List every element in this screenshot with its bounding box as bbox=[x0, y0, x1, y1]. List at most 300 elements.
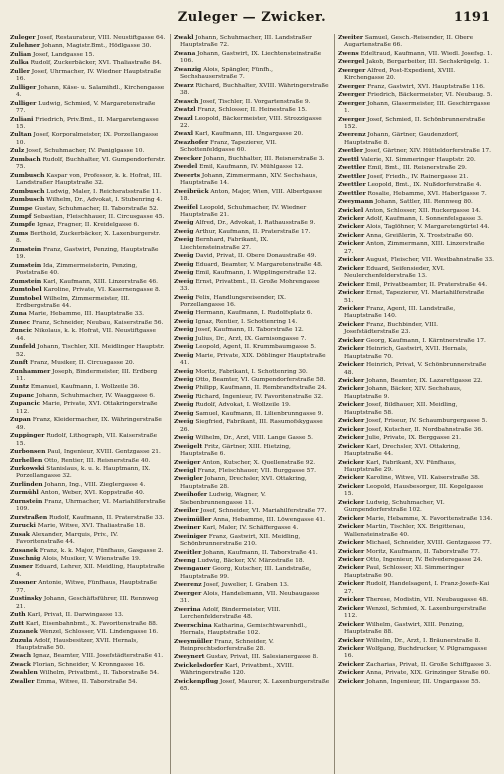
entry-details: Josef, Schneider, VI. Mariahilferstraße 77. bbox=[200, 508, 327, 515]
directory-entry bbox=[174, 106, 330, 114]
entry-surname: Zweiger bbox=[174, 458, 201, 466]
directory-entry bbox=[338, 305, 494, 321]
directory-entry bbox=[174, 581, 330, 589]
directory-entry bbox=[10, 481, 166, 489]
entry-surname: Zweig bbox=[174, 227, 194, 235]
entry-details: Julius, Dr., Arzt, IX. Garnisongasse 7. bbox=[195, 335, 307, 342]
directory-entry bbox=[10, 522, 166, 530]
entry-details: Berthold, Zuckerbäcker, X. Laxenburgerstr. 8. bbox=[16, 230, 161, 245]
entry-surname: Zulliger bbox=[10, 83, 37, 91]
entry-surname: Zweig bbox=[174, 252, 194, 260]
entry-details: Josef, Maurer, X. Laxenburgerstraße 65. bbox=[180, 678, 330, 693]
directory-entry bbox=[174, 434, 330, 442]
entry-details: Paul, Ingenieur, XVIII. Gentzgasse 21. bbox=[47, 449, 161, 456]
directory-entry bbox=[174, 139, 330, 155]
entry-surname: Zurbonsen bbox=[10, 448, 46, 456]
entry-surname: Zweiter bbox=[338, 34, 363, 41]
directory-entry bbox=[174, 130, 330, 138]
entry-details: Karl, Kaufmann, III. Ungargasse 20. bbox=[194, 131, 304, 138]
entry-details: Franz, Schneider, Neubau, Kaiserstraße 56. bbox=[32, 319, 164, 326]
entry-details: Fritz, Gärtner, XIII. Hietzing, Hauptstraße 6. bbox=[180, 443, 291, 458]
entry-surname: Zultan bbox=[10, 131, 32, 139]
directory-entry bbox=[338, 483, 494, 499]
directory-entry bbox=[338, 434, 494, 442]
directory-entry bbox=[338, 661, 494, 669]
directory-entry bbox=[174, 318, 330, 326]
entry-details: Bernhard, Fabrikant, IX. Liechtensteinstraße 27. bbox=[180, 237, 269, 251]
entry-surname: Zumbusch bbox=[10, 196, 45, 204]
directory-entry bbox=[338, 265, 494, 281]
directory-entry bbox=[10, 620, 166, 628]
entry-details: Antonie, Witwe, Fünfhaus, Hauptstraße 77. bbox=[16, 580, 158, 594]
directory-entry bbox=[338, 156, 494, 164]
entry-details: Franz, Fleischhauer, VII. Burggasse 57. bbox=[197, 468, 317, 475]
entry-surname: Zweigelt bbox=[174, 442, 203, 450]
entry-surname: Zweig bbox=[174, 351, 194, 359]
directory-entry bbox=[174, 606, 330, 622]
directory-entry bbox=[338, 289, 494, 305]
entry-surname: Zuppinger bbox=[10, 432, 45, 440]
entry-surname: Zweig bbox=[174, 434, 194, 442]
entry-surname: Zunft bbox=[10, 359, 29, 367]
entry-surname: Zurucki bbox=[10, 522, 36, 530]
directory-entry bbox=[338, 147, 494, 155]
entry-surname: Zwickel bbox=[338, 206, 364, 214]
directory-entry bbox=[338, 232, 494, 240]
entry-details: Johann, Geschäftsführer, III. Rennweg 21. bbox=[16, 596, 159, 610]
directory-entry bbox=[174, 662, 330, 678]
directory-entry bbox=[10, 579, 166, 595]
entry-surname: Zwicker bbox=[338, 417, 365, 425]
directory-entry bbox=[10, 531, 166, 547]
directory-entry bbox=[174, 638, 330, 654]
directory-entry bbox=[10, 196, 166, 204]
entry-details: Ernst, Privatbmt., II. Große Mohrengasse 33. bbox=[180, 278, 320, 293]
directory-entry bbox=[338, 337, 494, 345]
directory-entry bbox=[174, 622, 330, 638]
entry-details: Wilhelm, Dr., Arzt, I. Bräunerstraße 8. bbox=[366, 637, 481, 644]
entry-surname: Zumstein bbox=[10, 245, 42, 253]
entry-details: Johann, Buchhalter, III. Reisnerstraße 3. bbox=[203, 155, 325, 162]
entry-details: Wenzel, Schmied, X. Laxenburgerstraße 112. bbox=[344, 605, 487, 620]
directory-entry bbox=[174, 34, 330, 50]
directory-entry bbox=[10, 359, 166, 367]
entry-surname: Zwicker bbox=[338, 442, 365, 450]
entry-surname: Zwengauer bbox=[174, 565, 211, 573]
entry-surname: Zweymüller bbox=[174, 637, 213, 645]
entry-details: Alois, Taglöhner, V. Margaretengürtel 44. bbox=[366, 224, 490, 231]
directory-entry bbox=[10, 498, 166, 514]
entry-details: Ludwig, Bäcker, XV. Märzstraße 18. bbox=[197, 558, 305, 564]
entry-details: Johann, Schuhmacher, III. Landstraßer Hauptstraße 72. bbox=[180, 35, 312, 49]
entry-surname: Zwana bbox=[174, 49, 196, 57]
entry-surname: Zwicker bbox=[338, 240, 365, 248]
directory-entry bbox=[174, 50, 330, 66]
entry-details: Anton, Weber, XVI. Koppstraße 40. bbox=[40, 490, 145, 497]
entry-surname: Zurnstein bbox=[10, 497, 43, 505]
directory-entry bbox=[174, 228, 330, 236]
entry-surname: Zulka bbox=[10, 59, 29, 67]
directory-entry bbox=[10, 678, 166, 686]
entry-details: Leopold, Hausbesorger, III. Kegelgasse 15. bbox=[344, 483, 484, 498]
directory-entry bbox=[10, 172, 166, 188]
entry-surname: Zwicker bbox=[338, 214, 365, 222]
directory-entry bbox=[338, 596, 494, 604]
entry-surname: Zweig bbox=[174, 376, 194, 384]
directory-entry bbox=[10, 611, 166, 619]
entry-surname: Zwazhofer bbox=[174, 138, 209, 146]
entry-surname: Zussner bbox=[10, 579, 37, 587]
entry-details: Franz, k. k. Major, Fünfhaus, Gasgasse 2. bbox=[39, 547, 164, 554]
entry-surname: Zweigl bbox=[174, 467, 196, 475]
entry-details: Michael, Schneider, XVIII. Gentzgasse 77. bbox=[366, 540, 492, 547]
entry-details: Josef, Friedh., IV. Rainergasse 21. bbox=[367, 173, 469, 180]
entry-details: Samuel, Kaufmann, II. Lilienbrunngasse 9. bbox=[195, 410, 324, 417]
entry-surname: Zustinsky bbox=[10, 595, 42, 603]
entry-surname: Zwicker bbox=[338, 677, 365, 685]
directory-entry bbox=[174, 115, 330, 131]
entry-surname: Zwicker bbox=[338, 401, 365, 409]
directory-entry bbox=[10, 295, 166, 311]
entry-surname: Zwicker bbox=[338, 644, 365, 652]
entry-surname: Zupan bbox=[10, 416, 31, 424]
directory-entry bbox=[10, 310, 166, 318]
entry-surname: Zwicker bbox=[338, 223, 365, 231]
entry-surname: Zweig bbox=[174, 409, 194, 417]
directory-entry bbox=[174, 557, 330, 565]
directory-entry bbox=[10, 42, 166, 50]
entry-surname: Zwicker bbox=[338, 361, 365, 369]
entry-surname: Zwickenpflug bbox=[174, 677, 219, 685]
directory-entry bbox=[174, 410, 330, 418]
entry-details: Wolfgang, Buchdrucker, V. Pilgramgasse 16. bbox=[344, 645, 487, 660]
entry-details: Alfred, Dr., Advokat, I. Rathausstraße 9. bbox=[195, 220, 316, 227]
entry-details: Karl, Maler, IV. Schäffergasse 4. bbox=[202, 525, 299, 532]
entry-details: Richard, Ingenieur, IV. Favoritenstraße 32. bbox=[195, 393, 323, 400]
entry-details: Felix, Handlungsreisender, IX. Porzellangasse 16. bbox=[180, 294, 286, 308]
directory-entry bbox=[338, 377, 494, 385]
directory-entry bbox=[338, 361, 494, 377]
entry-surname: Zumbusch bbox=[10, 187, 45, 195]
entry-surname: Zwerenz bbox=[338, 131, 366, 139]
directory-entry bbox=[10, 319, 166, 327]
directory-columns bbox=[10, 34, 494, 774]
entry-details: Josef, Tischler, II. Vorgartenstraße 9. bbox=[200, 98, 311, 105]
directory-entry bbox=[338, 385, 494, 401]
directory-entry bbox=[338, 637, 494, 645]
entry-details: Otto, Rentier, III. Reisnerstraße 40. bbox=[44, 457, 151, 464]
directory-entry bbox=[338, 91, 494, 99]
entry-details: Franz, Gastwirt, Penzing, Hauptstraße 19. bbox=[16, 246, 159, 261]
entry-details: Ignaz, Fragner, II. Kreidelgasse 6. bbox=[37, 222, 140, 229]
directory-entry bbox=[174, 678, 330, 694]
entry-details: Franz, Uhrmacher, VI. Mariahilferstraße 109. bbox=[16, 498, 166, 513]
entry-details: Johann, Drechsler, XVI. Ottakring, Hauptstraße 28. bbox=[180, 476, 307, 490]
entry-surname: Zwach bbox=[10, 652, 32, 660]
entry-surname: Zwicker bbox=[338, 636, 365, 644]
entry-details: Leopold, Bäckermeister, VIII. Strozzigasse 22. bbox=[180, 115, 322, 129]
directory-entry bbox=[174, 533, 330, 549]
directory-entry bbox=[174, 475, 330, 491]
entry-surname: Zweifel bbox=[174, 203, 198, 211]
entry-details: Johann, Magistr.Bmt., Hödlgasse 30. bbox=[41, 43, 152, 50]
entry-details: Josef, Schmied, II. Schönbrunnerstraße 152. bbox=[344, 116, 486, 130]
entry-details: Franz, Schlosser, II. Heinestraße 15. bbox=[197, 107, 308, 114]
entry-details: Karl, Drechsler, XVI. Ottakring, Hauptstraße 44. bbox=[344, 443, 461, 458]
directory-entry bbox=[338, 256, 494, 264]
entry-surname: Zwedel bbox=[174, 163, 198, 171]
entry-details: Arthur, Kaufmann, II. Praterstraße 17. bbox=[195, 228, 311, 235]
entry-details: Wilhelm, Zimmermeister, III. Erdbergstraße 44. bbox=[16, 295, 130, 309]
entry-surname: Zunhammer bbox=[10, 367, 51, 375]
entry-surname: Zwicker bbox=[338, 385, 365, 393]
entry-details: Wilhelm, Gastwirt, XIII. Penzing, Hauptstraße 88. bbox=[344, 621, 465, 636]
directory-entry bbox=[10, 465, 166, 481]
entry-details: Marie, Private, XIX. Döblinger Hauptstraße 41. bbox=[180, 352, 326, 367]
directory-entry bbox=[10, 368, 166, 384]
entry-details: Marie, Hebamme, X. Favoritenstraße 134. bbox=[366, 515, 493, 522]
directory-entry bbox=[10, 84, 166, 100]
entry-details: Emil, Privatbeamter, II. Praterstraße 44. bbox=[366, 281, 488, 288]
directory-entry bbox=[10, 262, 166, 278]
entry-details: Josef, Landgasse 15. bbox=[33, 51, 95, 58]
entry-details: Johann, Beamter, IX. Lazarettgasse 22. bbox=[366, 378, 483, 385]
column-left bbox=[10, 34, 166, 774]
entry-details: Georg, Kaufmann, I. Kärntnerstraße 17. bbox=[366, 337, 486, 344]
directory-entry bbox=[174, 261, 330, 269]
page-header bbox=[10, 10, 494, 30]
entry-details: Karl, Fabrikant, XV. Fünfhaus, Hauptstraße 29. bbox=[344, 459, 457, 474]
directory-entry bbox=[10, 383, 166, 391]
entry-surname: Zweig bbox=[174, 277, 194, 285]
entry-details: Adolf, Bindermeister, VIII. Lerchenfelderstraße 48. bbox=[180, 606, 281, 621]
entry-details: Heinrich, Gastwirt, XVII. Hernals, Hauptstraße 70. bbox=[344, 346, 468, 360]
entry-surname: Zwakl bbox=[174, 34, 194, 41]
entry-details: Johann, Ing., VIII. Zieglergasse 4. bbox=[44, 481, 146, 488]
entry-surname: Zuliani bbox=[10, 115, 34, 123]
entry-surname: Zwicker bbox=[338, 434, 365, 442]
directory-entry bbox=[174, 172, 330, 188]
entry-surname: Zwicker bbox=[338, 231, 365, 239]
entry-surname: Zwickelsdorfer bbox=[174, 661, 224, 669]
entry-details: Johann, Tischler, XII. Meidlinger Hauptstr. 52. bbox=[16, 344, 165, 358]
entry-details: Ignaz, Rentier, I. Schottenring 14. bbox=[195, 318, 298, 325]
entry-surname: Zwicker bbox=[338, 289, 365, 297]
entry-surname: Zwicker bbox=[338, 514, 365, 522]
entry-details: Eduard, Beamter, V. Margaretenstraße 48. bbox=[195, 261, 323, 268]
entry-details: Sebastian, Fleischhauer, II. Circusgasse 45. bbox=[33, 213, 165, 220]
directory-entry bbox=[338, 100, 494, 116]
entry-surname: Zwerenz bbox=[174, 581, 202, 589]
entry-details: Ignaz, Beamter, VIII. Josefstädterstraße 41. bbox=[32, 653, 164, 660]
directory-entry bbox=[338, 548, 494, 556]
entry-surname: Zwicker bbox=[338, 547, 365, 555]
entry-surname: Zumtobel bbox=[10, 286, 42, 294]
entry-details: Karoline, Witwe, VII. Kaiserstraße 38. bbox=[366, 475, 480, 482]
entry-surname: Zwecker bbox=[174, 154, 202, 162]
entry-surname: Zwanzig bbox=[174, 65, 202, 73]
entry-surname: Zweig bbox=[174, 219, 194, 227]
directory-entry bbox=[10, 68, 166, 84]
directory-entry bbox=[10, 661, 166, 669]
directory-entry bbox=[10, 547, 166, 555]
entry-details: Emil, Bmt., III. Reisnerstraße 29. bbox=[367, 165, 467, 172]
directory-entry bbox=[10, 392, 166, 400]
entry-surname: Zweigler bbox=[174, 475, 203, 483]
entry-surname: Zuth bbox=[10, 611, 26, 619]
entry-surname: Zurstraßen bbox=[10, 513, 48, 521]
entry-details: Emma, Witwe, II. Taborstraße 54. bbox=[36, 678, 138, 685]
entry-details: Rosalie, Hebamme, XVI. Haberlgasse 7. bbox=[367, 190, 487, 197]
column-right bbox=[334, 34, 494, 774]
entry-details: Heinrich, Privat, V. Schönbrunnerstraße 48. bbox=[344, 362, 487, 376]
directory-entry bbox=[338, 401, 494, 417]
entry-details: Emil, Kaufmann, I. Wipplingerstraße 12. bbox=[195, 270, 317, 277]
entry-surname: Zweig bbox=[174, 334, 194, 342]
entry-surname: Zwasch bbox=[174, 97, 199, 105]
directory-entry bbox=[10, 286, 166, 294]
directory-entry bbox=[338, 678, 494, 686]
entry-surname: Zuller bbox=[10, 67, 30, 75]
entry-details: Philipp, Kaufmann, II. Rembrandtstraße 24. bbox=[195, 385, 327, 392]
entry-surname: Zweig bbox=[174, 269, 194, 277]
entry-surname: Zwicker bbox=[338, 580, 365, 588]
directory-entry bbox=[10, 188, 166, 196]
entry-details: Leopold, Bmt., IX. Nußdorferstraße 4. bbox=[367, 182, 482, 189]
entry-details: Anna, Hebamme, III. Löwengasse 41. bbox=[213, 516, 326, 523]
entry-details: Eduard, Lehrer, XII. Meidling, Hauptstraße 4. bbox=[16, 564, 165, 578]
entry-details: Valerie, XI. Simmeringer Hauptstr. 20. bbox=[360, 156, 476, 163]
entry-details: Katharina, Gemischtwarenhdl., Hernals, Hauptstraße 102. bbox=[180, 622, 307, 637]
entry-surname: Zwicker bbox=[338, 669, 365, 677]
entry-details: Wilhelm, Dr., Advokat, I. Stubenring 4. bbox=[46, 197, 163, 204]
directory-entry bbox=[338, 539, 494, 547]
directory-entry bbox=[10, 221, 166, 229]
entry-details: Leopold, Schuhmacher, IV. Wiedner Hauptstraße 21. bbox=[180, 204, 307, 218]
entry-surname: Zwerina bbox=[174, 605, 201, 613]
directory-entry bbox=[174, 155, 330, 163]
entry-surname: Zweibrück bbox=[174, 187, 209, 195]
entry-details: Otto, Beamter, VI. Gumpendorferstraße 58. bbox=[195, 377, 326, 384]
entry-details: Stanislaus, k. u. k. Hauptmann, IX. Porzellangasse 32. bbox=[16, 466, 151, 480]
entry-surname: Zwettler bbox=[338, 181, 366, 189]
entry-details: Emanuel, Kaufmann, I. Wollzeile 36. bbox=[30, 384, 140, 391]
entry-surname: Zwazl bbox=[174, 114, 193, 122]
entry-surname: Zwicker bbox=[338, 474, 365, 482]
entry-surname: Zuschnig bbox=[10, 555, 41, 562]
entry-surname: Zwicker bbox=[338, 482, 365, 490]
entry-details: Josef, Gärtner, XIV. Hütteldorferstraße 17. bbox=[364, 148, 492, 155]
entry-surname: Zulian bbox=[10, 50, 32, 58]
entry-surname: Zwicker bbox=[338, 256, 365, 264]
entry-surname: Zwatzl bbox=[174, 106, 196, 114]
entry-surname: Zweimüller bbox=[174, 515, 212, 523]
directory-entry bbox=[174, 549, 330, 557]
directory-entry bbox=[338, 459, 494, 475]
entry-details: Samuel, Gesch.-Reisender, II. Obere Augartenstraße 66. bbox=[344, 35, 474, 49]
directory-entry bbox=[338, 321, 494, 337]
entry-details: Siegfried, Fabrikant, III. Rasumofskygasse 26. bbox=[180, 419, 323, 433]
entry-surname: Zuleger bbox=[10, 34, 36, 41]
entry-surname: Zumstein bbox=[10, 277, 42, 285]
entry-details: Karl, Kaufmann, XIII. Linzerstraße 46. bbox=[43, 278, 158, 285]
entry-details: Alois, Spängler, Fünfh., Sechshauserstraße 7. bbox=[180, 66, 273, 81]
entry-surname: Zweitler bbox=[174, 548, 202, 556]
entry-surname: Zwaller bbox=[10, 677, 35, 685]
directory-entry bbox=[338, 605, 494, 621]
entry-details: Franz, Kleidermacher, IX. Währingerstraße 49. bbox=[16, 417, 162, 431]
entry-surname: Zweig bbox=[174, 367, 194, 375]
entry-details: Josef, Juwelier, I. Graben 13. bbox=[203, 582, 289, 589]
entry-details: Johann, Bäcker, XIV. Sechshaus, Hauptstraße 9. bbox=[344, 386, 462, 400]
entry-details: Anna, Private, XIX. Grinzinger Straße 60. bbox=[366, 670, 490, 677]
entry-surname: Zunec bbox=[10, 318, 31, 326]
entry-details: Johann, Ingenieur, III. Ungargasse 55. bbox=[366, 678, 481, 685]
entry-details: Franz, Schneider, V. Reinprechtsdorferstraße 28. bbox=[180, 638, 274, 652]
entry-surname: Zupanc bbox=[10, 391, 35, 399]
directory-entry bbox=[338, 499, 494, 515]
entry-details: Emil, Kaufmann, IV. Mühlgasse 12. bbox=[199, 164, 304, 171]
entry-details: Josef, Kaufmann, II. Taborstraße 12. bbox=[195, 327, 304, 334]
entry-details: Josef, Bildhauer, XII. Meidling, Hauptstraße 58. bbox=[344, 402, 458, 416]
entry-details: Josef, Kutscher, II. Nordbahnstraße 36. bbox=[366, 426, 484, 433]
entry-details: Rudolf, Buchhalter, VI. Gumpendorferstr. 75. bbox=[16, 156, 166, 171]
entry-details: Hermann, Kaufmann, I. Rudolfsplatz 6. bbox=[195, 310, 313, 317]
directory-entry bbox=[10, 205, 166, 213]
directory-entry bbox=[338, 621, 494, 637]
directory-entry bbox=[10, 555, 166, 563]
directory-entry bbox=[174, 401, 330, 409]
entry-details: Franz, Buchbinder, VIII. Josefstädterstraße 23. bbox=[344, 321, 439, 336]
directory-entry bbox=[338, 34, 494, 50]
entry-details: August, Fleischer, VII. Westbahnstraße 33. bbox=[366, 257, 494, 264]
directory-entry bbox=[174, 418, 330, 434]
entry-surname: Zwicker bbox=[338, 556, 365, 563]
entry-surname: Zweig bbox=[174, 418, 194, 426]
entry-surname: Zwicker bbox=[338, 620, 365, 628]
entry-surname: Zweig bbox=[174, 236, 194, 244]
entry-surname: Zusanek bbox=[10, 546, 38, 554]
entry-surname: Zwicker bbox=[338, 660, 365, 668]
directory-entry bbox=[10, 327, 166, 343]
directory-entry bbox=[338, 345, 494, 361]
entry-details: Marie, Witwe, XVI. Thaliastraße 18. bbox=[37, 523, 146, 530]
entry-surname: Zwerger bbox=[338, 99, 366, 107]
entry-details: Josef, Schuhmacher, IV. Paniglgasse 10. bbox=[26, 148, 145, 155]
entry-surname: Zweig bbox=[174, 401, 194, 409]
entry-details: Anton, Kutscher, X. Quellenstraße 92. bbox=[202, 459, 316, 466]
entry-surname: Zweymann bbox=[338, 198, 374, 206]
entry-surname: Zweig bbox=[174, 326, 194, 334]
entry-surname: Zweihofer bbox=[174, 491, 207, 499]
directory-entry bbox=[338, 669, 494, 677]
entry-details: Anton, Major, Wien, VIII. Albertgasse 18. bbox=[180, 188, 322, 203]
entry-surname: Zumbach bbox=[10, 155, 41, 163]
directory-entry bbox=[10, 400, 166, 416]
directory-entry bbox=[174, 376, 330, 384]
entry-details: Ludwig, Schuhmacher, VI. Gumpendorferstraße 102. bbox=[344, 499, 445, 514]
entry-surname: Zwahlen bbox=[10, 669, 38, 677]
entry-details: Johann, Glasermeister, III. Geschirrgasse 1. bbox=[344, 100, 491, 115]
entry-surname: Zuzula bbox=[10, 636, 33, 644]
directory-entry bbox=[174, 565, 330, 581]
entry-details: Leopold, Agent, II. Krummbaumgasse 5. bbox=[195, 344, 316, 351]
entry-details: Adolf, Kaufmann, I. Sonnenfelsgasse 3. bbox=[366, 215, 483, 222]
directory-entry bbox=[10, 448, 166, 456]
entry-details: Franz, Agent, III. Landstraße, Hauptstraße 140. bbox=[344, 305, 456, 320]
directory-entry bbox=[338, 131, 494, 147]
entry-details: Alois, Musiker, V. Wienstraße 19. bbox=[42, 556, 141, 562]
